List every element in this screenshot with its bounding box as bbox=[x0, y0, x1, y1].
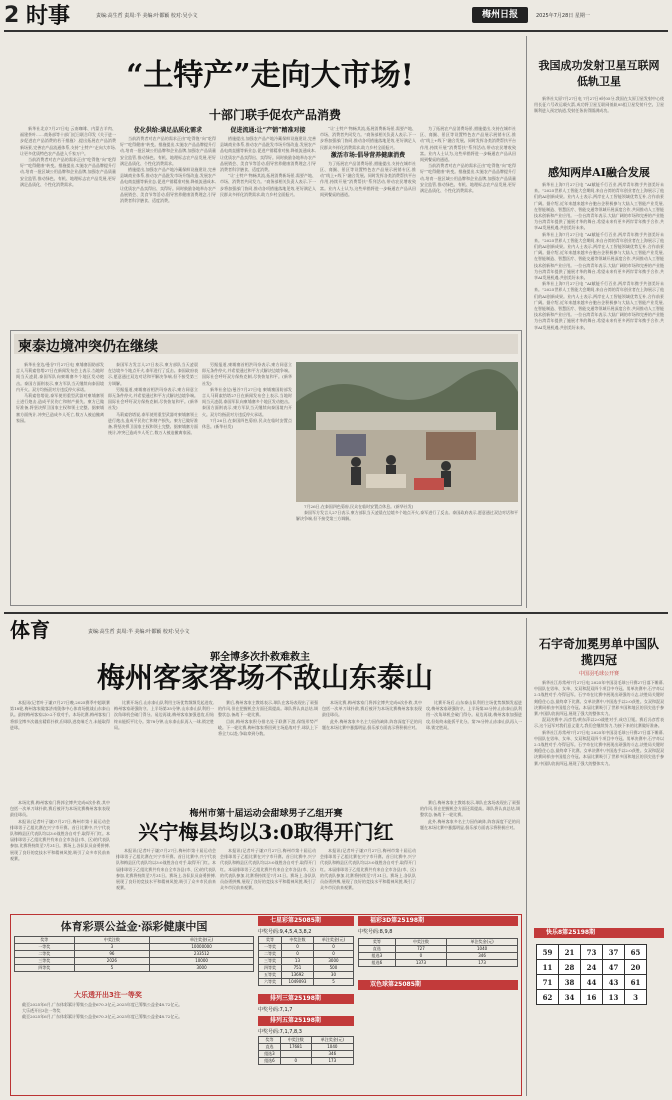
table-cell: 四等奖 bbox=[259, 965, 282, 972]
table-cell: 二等奖 bbox=[259, 951, 282, 958]
table-cell: 0 bbox=[395, 953, 446, 960]
kl8-number: 13 bbox=[603, 990, 625, 1005]
dlt-table bbox=[14, 936, 254, 972]
kl8-row bbox=[537, 960, 647, 975]
table-row bbox=[259, 1044, 354, 1051]
table-cell: 500 bbox=[313, 965, 353, 972]
volleyball-headline: 兴宁梅县均以3:0取得开门红 bbox=[138, 820, 394, 844]
table-cell: 组选3 bbox=[259, 1051, 281, 1058]
editors-line: 责编:高生哲 责周:半 美编:叶都颖 校对:吴小文 bbox=[96, 13, 198, 19]
table-cell: 173 bbox=[311, 1058, 353, 1065]
table-row bbox=[259, 937, 354, 944]
table-cell: 173 bbox=[447, 960, 518, 967]
section-subhead: 激活市场:倡导营养健康消费 bbox=[330, 151, 406, 159]
badminton-byline: 中国羽毛球公开赛 bbox=[578, 671, 619, 677]
news-body-border-1: 新华社金边/曼谷7月27日电 柬埔寨国防部发言人马莉索恰塔27日在新闻发布会上表示,当地时间当天凌晨,泰国军队向柬埔寨多个地区发动炮击。泰国方面则表示,柬方军队当天继续向泰国境内开火。双方均指责对方违反停火承诺。 马莉索恰塔说,泰军使用重型武器对柬埔寨领土进行炮击,造成平民伤亡和财产损失。柬方已做好准备,将坚决捍卫国家主权和领土完整。据柬埔寨方面统计,冲突已造成多人死亡,数万人被迫撤离家园。 bbox=[16, 362, 104, 423]
pl5-bar: 排列五第25198期 bbox=[258, 1016, 354, 1026]
table-cell: 单注奖金(元) bbox=[150, 937, 254, 944]
volleyball-kicker: 梅州市第十届运动会甜球男子乙组开赛 bbox=[189, 809, 343, 819]
section-title: 时事 bbox=[26, 3, 71, 29]
volleyball-col-5: 赛后,梅州客家主教练表示,球队在客场表现出了顽强的作风,但在把握机会方面还需提高。球队将认真总结,调整状态,备战下一轮比赛。 此外,梅州客家多名主力因伤缺阵,阵容深度不足的问题在本场比赛中暴露明显,俱乐部方面表示将积极应对。 bbox=[420, 800, 520, 830]
kl8-number: 20 bbox=[625, 960, 647, 975]
sports-kicker: 郭全博多次扑救难救主 bbox=[210, 652, 310, 663]
table-cell: 346 bbox=[311, 1051, 353, 1058]
table-cell: 1049093 bbox=[282, 979, 314, 986]
kl8-number: 11 bbox=[537, 960, 559, 975]
article-col-4 bbox=[320, 126, 416, 326]
news-body-border-2: 泰国军方发言人27日表示,柬方部队当天凌晨在边境多个地点开火,泰军进行了反击。泰国政府表示,愿意通过双边对话和平解决争端,但不接受第三方调解。 另据报道,柬埔寨首相洪玛奈表示,柬方同意立即无条件停火,并希望通过和平方式解决边境争端。国际社会呼吁双方保持克制,尽快恢复和平。(新华社发) 马莉索恰塔说,泰军使用重型武器对柬埔寨领土进行炮击,造成平民伤亡和财产损失。柬方已做好准备,将坚决捍卫国家主权和领土完整。据柬埔寨方面统计,冲突已造成多人死亡,数万人被迫撤离家园。 bbox=[108, 362, 198, 436]
kl8-number: 38 bbox=[559, 975, 581, 990]
table-row bbox=[15, 958, 254, 965]
kl8-number: 3 bbox=[625, 990, 647, 1005]
table-cell: 0 bbox=[282, 944, 314, 951]
para: 措施提出,加强农产品产地冷藏保鲜设施建设,完善县域商业体系,推动农产品批发市场升级改造,发展农产品电商直播等新业态,促进产销精准对接,降低流通成本,让优质农产品卖得出、卖得好。同时鼓励各地举办农产品展销会、美食节等活动,倡导营养健康消费理念,引导消费者科学膳食、适度消费。 bbox=[120, 167, 216, 204]
kl8-number: 47 bbox=[603, 960, 625, 975]
table-cell: 六等奖 bbox=[259, 979, 282, 986]
table-cell: 一等奖 bbox=[15, 944, 75, 951]
sports-col-5: 比赛开场后,山东泰山队利用主场优势频频发起进攻,梅州客家顽强防守。上半场第35分钟,山东泰山队利用一次角球机会破门得分。易边再战,梅州客家加强进攻,但始终未能扳平比分。第78分钟,山东泰山队再入一球,锁定胜局。 bbox=[426, 700, 522, 730]
sports-col-4: 本场比赛,梅州客家门将郭全博共完成6次扑救,其中包括一次单刀球扑救,赛后被评为本场比赛梅州客家表现最佳球员。 此外,梅州客家多名主力因伤缺阵,阵容深度不足的问题在本场比赛中暴露明显,俱乐部方面表示将积极应对。 bbox=[322, 700, 422, 730]
fc3d-numbers: 中奖号码:8,9,8 bbox=[358, 929, 393, 935]
lottery-title: 体育彩票公益金·添彩健康中国 bbox=[60, 920, 208, 933]
table-cell: 中奖注数 bbox=[282, 937, 314, 944]
table-cell: 96 bbox=[74, 951, 150, 958]
table-row bbox=[259, 958, 354, 965]
table-row bbox=[15, 944, 254, 951]
table-cell: 1040 bbox=[447, 946, 518, 953]
table-row bbox=[15, 965, 254, 972]
table-cell: 0 bbox=[313, 951, 353, 958]
table-cell: 10000 bbox=[150, 958, 254, 965]
table-cell: 组选6 bbox=[359, 960, 396, 967]
table-cell: 13692 bbox=[282, 972, 314, 979]
page-number: 2 bbox=[4, 3, 20, 28]
kl8-number: 61 bbox=[625, 975, 647, 990]
news-body-satellite: 新华社太原7月27日电 7月27日9时05分,我国在太原卫星发射中心使用长征六号改运载火箭,成功将卫星互联网低轨05组卫星发射升空。卫星顺利进入预定轨道,发射任务获得圆满成功。 bbox=[534, 96, 664, 114]
table-row bbox=[259, 1058, 354, 1065]
subheadline: 十部门联手促农产品消费 bbox=[208, 108, 341, 122]
fc3d-table bbox=[358, 938, 518, 967]
article-col-3 bbox=[220, 126, 316, 326]
table-cell: 0 bbox=[280, 1058, 311, 1065]
news-body-border-3: 另据报道,柬埔寨首相洪玛奈表示,柬方同意立即无条件停火,并希望通过和平方式解决边境争端。国际社会呼吁双方保持克制,尽快恢复和平。(新华社发) 新华社金边/曼谷7月27日电 柬埔寨国防部发言人马莉索恰塔27日在新闻发布会上表示,当地时间当天凌晨,泰国军队向柬埔寨多个地区发动炮击。泰国方面则表示,柬方军队当天继续向泰国境内开火。双方均指责对方违反停火承诺。 7月26日,在泰国四色菊府,民众在临时安置点休息。(新华社发) bbox=[202, 362, 292, 430]
table-cell: 中奖注数 bbox=[74, 937, 150, 944]
para: “让‘土特产’物畅其流,拓展消费新场景,需要产地、市场、消费者共同发力。”商务部相关负责人表示,下一步将加强部门协同,推动各项措施落地见效,更好满足人民群众多样化消费需求,助力乡村全面振兴。 bbox=[220, 173, 316, 197]
para: 为了拓展农产品消费场景,措施提出,支持在城市社区、商圈、景区等设置特色农产品展示展销专区,推动“线上+线下”融合发展。同时发挥各类消费帮扶平台作用,持续开展“消费帮扶”系列活动,带动农民增收致富。业内人士认为,这些举措将进一步畅通农产品从田间到餐桌的通道。 bbox=[420, 126, 516, 163]
sports-section-title: 体育 bbox=[10, 618, 50, 642]
table-cell: 一等奖 bbox=[259, 944, 282, 951]
kl8-row bbox=[537, 990, 647, 1005]
news-body-ai: 新华社上海7月27日电 “AI赋能千行百业,两岸青年携手共创美好未来。”2025世界人工智能大会期间,来自台湾的青年创业者在上海展示了他们的AI创新成果。业内人士表示,两岸在人工智能领域优势互补,合作前景广阔。据介绍,近年来越来越多台胞台企积极参与大陆人工智能产业发展,在智能制造、智慧医疗、智能交通等领域开展深度合作,共同推动人工智能技术创新和产业应用。一位台湾青年表示,大陆广阔的市场和完善的产业链为台湾青年提供了施展才华的舞台,希望未来有更多两岸青年携手合作,共享AI发展机遇,共创美好未来。 新华社上海7月27日电 “AI赋能千行百业,两岸青年携手共创美好未来。”2025世界人工智能大会期间,来自台湾的青年创业者在上海展示了他们的AI创新成果。业内人士表示,两岸在人工智能领域优势互补,合作前景广阔。据介绍,近年来越来越多台胞台企积极参与大陆人工智能产业发展,在智能制造、智慧医疗、智能交通等领域开展深度合作,共同推动人工智能技术创新和产业应用。一位台湾青年表示,大陆广阔的市场和完善的产业链为台湾青年提供了施展才华的舞台,希望未来有更多两岸青年携手合作,共享AI发展机遇,共创美好未来。 新华社上海7月27日电 “AI赋能千行百业,两岸青年携手共创美好未来。”2025世界人工智能大会期间,来自台湾的青年创业者在上海展示了他们的AI创新成果。业内人士表示,两岸在人工智能领域优势互补,合作前景广阔。据介绍,近年来越来越多台胞台企积极参与大陆人工智能产业发展,在智能制造、智慧医疗、智能交通等领域开展深度合作,共同推动人工智能技术创新和产业应用。一位台湾青年表示,大陆广阔的市场和完善的产业链为台湾青年提供了施展才华的舞台,希望未来有更多两岸青年携手合作,共享AI发展机遇,共创美好未来。 bbox=[534, 182, 664, 330]
table-cell bbox=[280, 1051, 311, 1058]
table-cell: 3 bbox=[74, 944, 150, 951]
table-cell: 346 bbox=[447, 953, 518, 960]
table-row bbox=[359, 946, 518, 953]
table-cell: 五等奖 bbox=[259, 972, 282, 979]
qxc-bar: 七星彩第25085期 bbox=[258, 916, 354, 926]
sports-headline: 梅州客家客场不敌山东泰山 bbox=[96, 661, 433, 694]
page-header bbox=[4, 4, 668, 28]
kl8-number: 16 bbox=[581, 990, 603, 1005]
section-subhead: 促进流通:让“产销”精准对接 bbox=[230, 127, 306, 134]
table-cell: 17681 bbox=[280, 1044, 311, 1051]
dlt-body: 截至2025年6月,广东体彩累计筹集公益金670.3亿元,2025年度已筹集公益金48.72亿元。 大乐透开出3注一等奖 截至2025年6月,广东体彩累计筹集公益金670.3亿元,2025年度已筹集公益金48.72亿元。 bbox=[22, 1002, 183, 1020]
kl8-row bbox=[537, 945, 647, 960]
table-cell: 中奖注数 bbox=[280, 1037, 311, 1044]
qxc-table bbox=[258, 936, 354, 986]
volleyball-col-2: 本报讯(记者叶子谦)7月27日,梅州市第十届运动会排球男子乙组比赛在兴宁市开赛。首日比赛中,兴宁代表队和梅县区代表队均以3:0战胜各自对手,取得开门红。本届排球男子乙组比赛共有来自全市各县(市、区)的代表队参加,比赛将持续至7月31日。赛场上,各队队员奋勇拼搏,展现了良好的竞技水平和精神风貌,吸引了众多市民前来观赛。 bbox=[116, 848, 216, 891]
para: 当前消费者对农产品的需求正由“吃得饱”向“吃得好”“吃得健康”转变。措施提出,实施农产品品牌提升行动,培育一批区域公用品牌和企业品牌,加强农产品质量安全监管,推动绿色、有机、地理标志农产品发展,更好满足品质化、个性化消费需求。 bbox=[120, 136, 216, 166]
table-row bbox=[259, 979, 354, 986]
headline-main: “土特产”走向大市场! bbox=[126, 58, 414, 93]
table-row bbox=[15, 937, 254, 944]
section-subhead: 优化供给:满足品质化需求 bbox=[133, 127, 203, 134]
kl8-number: 43 bbox=[603, 975, 625, 990]
table-row bbox=[359, 939, 518, 946]
badminton-body: 新华社江苏常州7月27日电 2025年中国羽毛球公开赛27日落下帷幕,中国队在男单、女单、女双和混双四个项目中夺冠。男单决赛中,石宇奇以2:1战胜对手,夺得冠军。石宇奇在比赛中展现出顽强的斗志,决胜局关键时刻稳住心态,最终拿下比赛。女单决赛中,中国选手以2:0获胜。女双和混双决赛同样由中国组合夺冠。本届比赛吸引了世界多国和地区的顶尖选手参赛,中国队收获四冠,展现了强大的整体实力。 混双决赛中,冯彦哲/黄东萍以2:0战胜对手,成功卫冕。赛后冯彦哲表示,这个冠军对我们意义重大,我们会继续努力,为接下来的比赛做好准备。 新华社江苏常州7月27日电 2025年中国羽毛球公开赛27日落下帷幕,中国队在男单、女单、女双和混双四个项目中夺冠。男单决赛中,石宇奇以2:1战胜对手,夺得冠军。石宇奇在比赛中展现出顽强的斗志,决胜局关键时刻稳住心态,最终拿下比赛。女单决赛中,中国选手以2:0获胜。女双和混双决赛同样由中国组合夺冠。本届比赛吸引了世界多国和地区的顶尖选手参赛,中国队收获四冠,展现了强大的整体实力。 bbox=[534, 680, 664, 766]
kl8-row bbox=[537, 975, 647, 990]
table-cell: 奖等 bbox=[15, 937, 75, 944]
volleyball-col-3: 本报讯(记者叶子谦)7月27日,梅州市第十届运动会排球男子乙组比赛在兴宁市开赛。首日比赛中,兴宁代表队和梅县区代表队均以3:0战胜各自对手,取得开门红。本届排球男子乙组比赛共有来自全市各县(市、区)的代表队参加,比赛将持续至7月31日。赛场上,各队队员奋勇拼搏,展现了良好的竞技水平和精神风貌,吸引了众多市民前来观赛。 bbox=[220, 848, 316, 891]
kl8-table bbox=[536, 944, 647, 1005]
kl8-bar: 快乐8第25198期 bbox=[534, 928, 664, 938]
masthead-logo: 梅州日报 bbox=[472, 7, 528, 23]
table-row bbox=[259, 951, 354, 958]
table-cell: 3000 bbox=[313, 958, 353, 965]
article-col-5 bbox=[420, 126, 516, 326]
volleyball-col-1: 本场比赛,梅州客家门将郭全博共完成6次扑救,其中包括一次单刀球扑救,赛后被评为本场比赛梅州客家表现最佳球员。 本报讯(记者叶子谦)7月27日,梅州市第十届运动会排球男子乙组比赛在兴宁市开赛。首日比赛中,兴宁代表队和梅县区代表队均以3:0战胜各自对手,取得开门红。本届排球男子乙组比赛共有来自全市各县(市、区)的代表队参加,比赛将持续至7月31日。赛场上,各队队员奋勇拼搏,展现了良好的竞技水平和精神风貌,吸引了众多市民前来观赛。 bbox=[10, 800, 110, 861]
para: 当前消费者对农产品的需求正由“吃得饱”向“吃得好”“吃得健康”转变。措施提出,实施农产品品牌提升行动,培育一批区域公用品牌和企业品牌,加强农产品质量安全监管,推动绿色、有机、地理标志农产品发展,更好满足品质化、个性化消费需求。 bbox=[20, 157, 116, 187]
kl8-number: 21 bbox=[559, 945, 581, 960]
table-cell: 中奖注数 bbox=[395, 939, 446, 946]
kl8-number: 71 bbox=[537, 975, 559, 990]
volleyball-col-4: 本报讯(记者叶子谦)7月27日,梅州市第十届运动会排球男子乙组比赛在兴宁市开赛。首日比赛中,兴宁代表队和梅县区代表队均以3:0战胜各自对手,取得开门红。本届排球男子乙组比赛共有来自全市各县(市、区)的代表队参加,比赛将持续至7月31日。赛场上,各队队员奋勇拼搏,展现了良好的竞技水平和精神风貌,吸引了众多市民前来观赛。 bbox=[320, 848, 416, 891]
sports-col-2: 比赛开场后,山东泰山队利用主场优势频频发起进攻,梅州客家顽强防守。上半场第35分钟,山东泰山队利用一次角球机会破门得分。易边再战,梅州客家加强进攻,但始终未能扳平比分。第78分钟,山东泰山队再入一球,锁定胜局。 bbox=[114, 700, 214, 730]
table-cell: 1040 bbox=[311, 1044, 353, 1051]
news-headline-border: 柬泰边境冲突仍在继续 bbox=[18, 339, 158, 355]
kl8-number: 37 bbox=[603, 945, 625, 960]
table-cell: 直选 bbox=[259, 1044, 281, 1051]
table-row bbox=[359, 953, 518, 960]
table-row bbox=[259, 944, 354, 951]
table-cell: 13 bbox=[282, 958, 314, 965]
fc3d-bar: 福彩3D第25198期 bbox=[358, 916, 518, 926]
kl8-number: 28 bbox=[559, 960, 581, 975]
table-cell: 四等奖 bbox=[15, 965, 75, 972]
table-cell: 三等奖 bbox=[15, 958, 75, 965]
table-cell: 727 bbox=[395, 946, 446, 953]
sports-col-3: 赛后,梅州客家主教练表示,球队在客场表现出了顽强的作风,但在把握机会方面还需提高。球队将认真总结,调整状态,备战下一轮比赛。 目前,梅州客家积分排名处于联赛下游,保级形势严峻。下一轮比赛,梅州客家将回到主场迎战对手,球队上下将全力以赴,争取拿到分数。 bbox=[218, 700, 318, 737]
kl8-number: 59 bbox=[537, 945, 559, 960]
table-cell: 奖等 bbox=[259, 937, 282, 944]
table-cell: 5 bbox=[313, 979, 353, 986]
para: “让‘土特产’物畅其流,拓展消费新场景,需要产地、市场、消费者共同发力。”商务部相关负责人表示,下一步将加强部门协同,推动各项措施落地见效,更好满足人民群众多样化消费需求,助力乡村全面振兴。 bbox=[320, 126, 416, 150]
issue-date: 2025年7月28日 星期一 bbox=[536, 13, 590, 19]
table-cell: 10000000 bbox=[150, 944, 254, 951]
pl5-numbers: 中奖号码:7,1,7,8,3 bbox=[258, 1029, 302, 1035]
table-cell: 5 bbox=[74, 965, 150, 972]
news-headline-ai: 感知两岸AI融合发展 bbox=[548, 166, 650, 179]
article-col-1 bbox=[20, 126, 116, 326]
badminton-headline: 石宇奇加冕男单中国队揽四冠 bbox=[538, 637, 659, 667]
table-row bbox=[15, 951, 254, 958]
photo-illustration bbox=[296, 362, 518, 502]
table-cell: 751 bbox=[282, 965, 314, 972]
kl8-number: 44 bbox=[581, 975, 603, 990]
photo-caption: 7月26日,在泰国四色菊府,民众在临时安置点休息。(新华社发) 泰国军方发言人27日表示,柬方部队当天凌晨在边境多个地点开火,泰军进行了反击。泰国政府表示,愿意通过双边对话和平解决争端,但不接受第三方调解。 bbox=[296, 504, 518, 522]
table-cell: 组选6 bbox=[259, 1058, 281, 1065]
sports-col-1: 本报讯(记者叶子谦)7月27日晚,2025赛季中超联赛第18轮,梅州客家做客济南奥体中心体育场挑战山东泰山队。最终梅州客家以0:2不敌对手。本场比赛,梅州客家门将郭全博多次做出精彩扑救,但球队进攻端乏力,未能取得进球。 bbox=[10, 700, 110, 730]
table-cell: 二等奖 bbox=[15, 951, 75, 958]
table-row bbox=[259, 1051, 354, 1058]
table-cell: 组选3 bbox=[359, 953, 396, 960]
pl3-table bbox=[258, 1036, 354, 1065]
table-cell: 单注奖金(元) bbox=[313, 937, 353, 944]
table-row bbox=[359, 960, 518, 967]
table-cell: 三等奖 bbox=[259, 958, 282, 965]
kl8-number: 62 bbox=[537, 990, 559, 1005]
kl8-number: 65 bbox=[625, 945, 647, 960]
table-cell: 单注奖金(元) bbox=[447, 939, 518, 946]
table-cell: 3000 bbox=[150, 965, 254, 972]
kl8-number: 73 bbox=[581, 945, 603, 960]
pl3-numbers: 中奖号码:7,1,7 bbox=[258, 1007, 293, 1013]
para: 当前消费者对农产品的需求正由“吃得饱”向“吃得好”“吃得健康”转变。措施提出,实施农产品品牌提升行动,培育一批区域公用品牌和企业品牌,加强农产品质量安全监管,推动绿色、有机、地理标志农产品发展,更好满足品质化、个性化消费需求。 bbox=[420, 163, 516, 194]
table-cell: 0 bbox=[282, 951, 314, 958]
dlt-notes bbox=[14, 988, 254, 1058]
table-row bbox=[259, 1037, 354, 1044]
kl8-number: 24 bbox=[581, 960, 603, 975]
news-headline-satellite: 我国成功发射卫星互联网低轨卫星 bbox=[538, 59, 660, 88]
lead-paragraph: 新华社北京7月27日电 云南咖啡、内蒙古羊肉、福建茶叶……商务部等十部门近日联合印发《关于进一步促进农产品消费的若干措施》,提出拓展农产品消费新场景,完善农产品流通体系,支持“土特产”走向大市场,让更多优质特色农产品进入千家万户。 bbox=[20, 126, 116, 156]
table-cell: 直选 bbox=[359, 946, 396, 953]
table-cell: 单注奖金(元) bbox=[311, 1037, 353, 1044]
table-cell: 233512 bbox=[150, 951, 254, 958]
table-cell: 1373 bbox=[395, 960, 446, 967]
article-col-2 bbox=[120, 126, 216, 326]
para: 措施提出,加强农产品产地冷藏保鲜设施建设,完善县域商业体系,推动农产品批发市场升级改造,发展农产品电商直播等新业态,促进产销精准对接,降低流通成本,让优质农产品卖得出、卖得好。同时鼓励各地举办农产品展销会、美食节等活动,倡导营养健康消费理念,引导消费者科学膳食、适度消费。 bbox=[220, 136, 316, 173]
table-cell: 2026 bbox=[74, 958, 150, 965]
dlt-table-area bbox=[14, 936, 254, 972]
dlt-headline: 大乐透开出3注一等奖 bbox=[74, 991, 142, 999]
qxc-numbers: 中奖号码:9,4,5,4,3,8,2 bbox=[258, 929, 312, 935]
pl3-bar: 排列三第25198期 bbox=[258, 994, 354, 1004]
table-cell: 30 bbox=[313, 972, 353, 979]
table-cell: 奖等 bbox=[259, 1037, 281, 1044]
table-cell: 奖等 bbox=[359, 939, 396, 946]
kl8-number: 34 bbox=[559, 990, 581, 1005]
ssq-bar: 双色球第25085期 bbox=[358, 980, 518, 990]
para: 为了拓展农产品消费场景,措施提出,支持在城市社区、商圈、景区等设置特色农产品展示展销专区,推动“线上+线下”融合发展。同时发挥各类消费帮扶平台作用,持续开展“消费帮扶”系列活动,带动农民增收致富。业内人士认为,这些举措将进一步畅通农产品从田间到餐桌的通道。 bbox=[320, 160, 416, 197]
table-row bbox=[259, 965, 354, 972]
table-cell: 0 bbox=[313, 944, 353, 951]
news-photo-evacuees bbox=[296, 362, 518, 502]
sports-editors: 责编:高生哲 责周:半 美编:叶都颖 校对:吴小文 bbox=[88, 629, 190, 635]
table-row bbox=[259, 972, 354, 979]
